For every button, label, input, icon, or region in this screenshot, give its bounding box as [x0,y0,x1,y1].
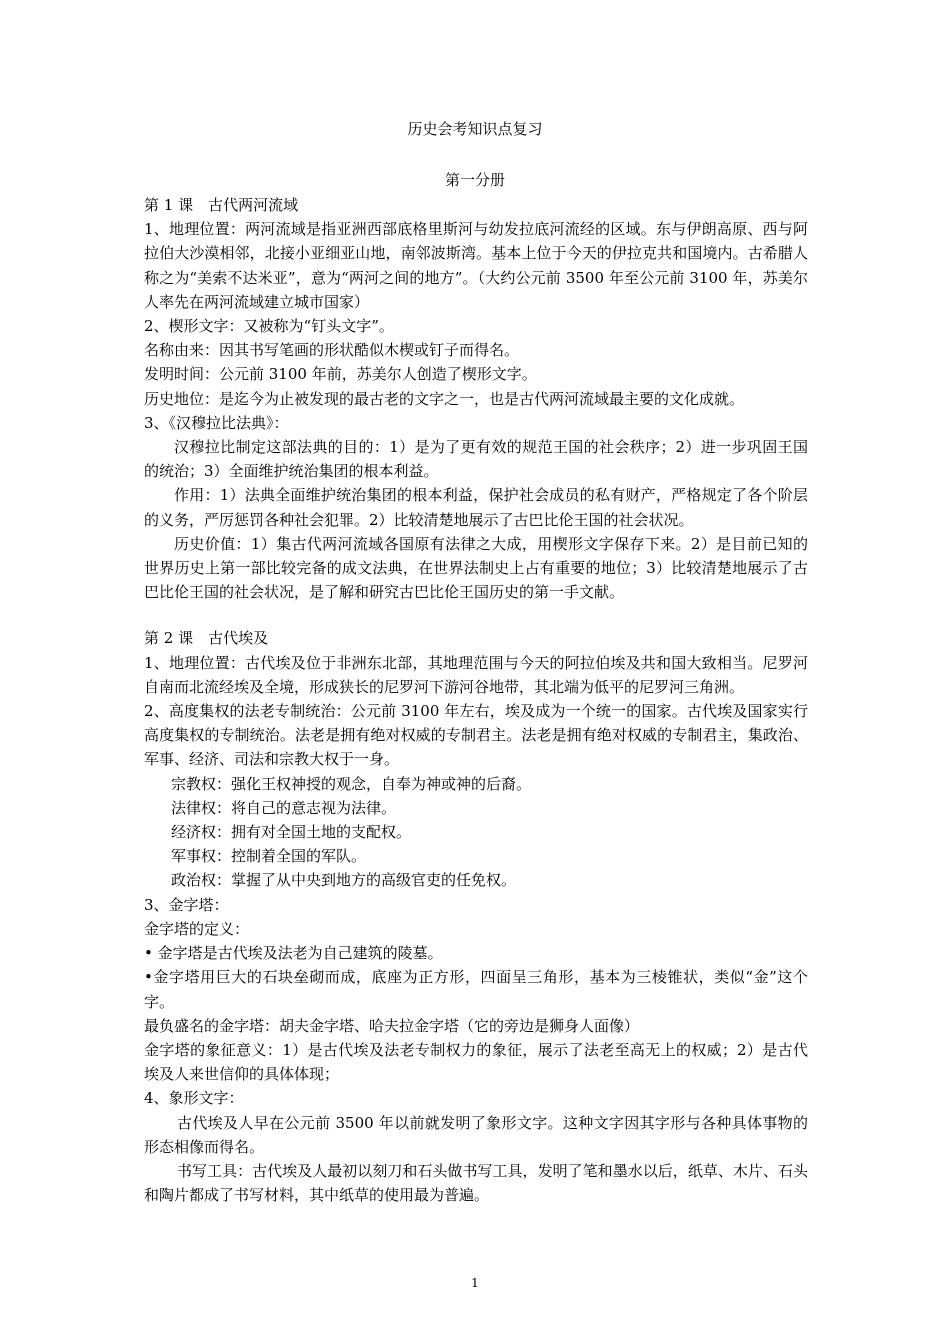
lesson2-pyramid-heading: 3、金字塔： [144,895,229,914]
lesson1-code-heading: 3、《汉穆拉比法典》： [144,413,289,432]
page-number: 1 [471,1276,479,1290]
lesson1-cuneiform-date: 发明时间：公元前 3100 年前，苏美尔人创造了楔形文字。 [144,365,537,384]
lesson2-pyramid-bullet: •金字塔用巨大的石块垒砌而成，底座为正方形，四面呈三角形，基本为三棱锥状，类似“金”这个字。 [144,968,808,1011]
lesson1-cuneiform-status: 历史地位：是迄今为止被发现的最古老的文字之一，也是古代两河流域最主要的文化成就。 [144,389,745,408]
lesson1-cuneiform-origin: 名称由来：因其书写笔画的形状酷似木楔或钉子而得名。 [144,341,520,360]
document-body [144,193,808,1207]
volume-heading: 第一分册 [444,171,505,189]
lesson1-code-effect: 作用：1）法典全面维护统治集团的根本利益，保护社会成员的私有财产，严格规定了各个阶层的义务，严厉惩罚各种社会犯罪。2）比较清楚地展示了古巴比伦王国的社会状况。 [144,486,808,529]
section-gap [144,604,808,626]
lesson2-writing-tools: 书写工具：古代埃及人最初以刻刀和石头做书写工具，发明了笔和墨水以后，纸草、木片、石头和陶片都成了书写材料，其中纸草的使用最为普遍。 [144,1161,808,1205]
lesson2-power-item: 军事权：控制着全国的军队。 [171,847,367,866]
lesson1-cuneiform: 2、楔形文字：又被称为“钉头文字”。 [144,317,394,336]
lesson2-pyramid-meaning: 金字塔的象征意义：1）是古代埃及法老专制权力的象征，展示了法老至高无上的权威；2）是古代埃及人来世信仰的具体体现； [144,1040,808,1084]
lesson1-code-purpose: 汉穆拉比制定这部法典的目的：1）是为了更有效的规范王国的社会秩序；2）进一步巩固王国的统治；3）全面维护统治集团的根本利益。 [144,438,808,481]
lesson2-pyramid-bullet: • 金字塔是古代埃及法老为自己建筑的陵墓。 [144,944,443,963]
lesson2-pyramid-definition-label: 金字塔的定义： [144,919,250,938]
lesson2-hieroglyph-origin: 古代埃及人早在公元前 3500 年以前就发明了象形文字。这种文字因其字形与各种具体事物的形态相像而得名。 [144,1113,808,1156]
lesson2-geography: 1、地理位置：古代埃及位于非洲东北部，其地理范围与今天的阿拉伯埃及共和国大致相当。尼罗河自南而北流经埃及全境，形成狭长的尼罗河下游河谷地带，其北端为低平的尼罗河三角洲。 [144,653,808,696]
lesson1-geography: 1、地理位置：两河流域是指亚洲西部底格里斯河与幼发拉底河流经的区域。东与伊朗高原、西与阿拉伯大沙漠相邻，北接小亚细亚山地，南邻波斯湾。基本上位于今天的伊拉克共和国境内。古希腊人称之为“美索不达米亚”，意为“两河之间的地方”。（大约公元前 3500 年至公元前 3100 年，苏美尔人率先在两河流域建立城市国家） [144,220,808,311]
lesson1-code-value: 历史价值：1）集古代两河流域各国原有法律之大成，用楔形文字保存下来。2）是目前已知的世界历史上第一部比较完备的成文法典，在世界法制史上占有重要的地位；3）比较清楚地展示了古巴比伦王国的社会状况，是了解和研究古巴比伦王国历史的第一手文献。 [144,534,808,602]
lesson2-hieroglyph-heading: 4、象形文字： [144,1089,244,1108]
lesson2-famous-pyramids: 最负盛名的金字塔：胡夫金字塔、哈夫拉金字塔（它的旁边是狮身人面像） [144,1016,640,1035]
lesson2-heading: 第 2 课 古代埃及 [144,629,269,648]
lesson2-power-item: 法律权：将自己的意志视为法律。 [171,798,397,817]
lesson2-power-item: 经济权：拥有对全国土地的支配权。 [171,823,412,842]
document-title: 历史会考知识点复习 [407,120,543,138]
lesson2-pharaoh-rule: 2、高度集权的法老专制统治：公元前 3100 年左右，埃及成为一个统一的国家。古代埃及国家实行高度集权的专制统治。法老是拥有绝对权威的专制君主。法老是拥有绝对权威的专制君主，集政治、军事、经济、司法和宗教大权于一身。 [144,702,808,769]
lesson2-power-item: 政治权：掌握了从中央到地方的高级官吏的任免权。 [171,871,517,890]
lesson1-heading: 第 1 课 古代两河流域 [144,196,299,214]
lesson2-power-item: 宗教权：强化王权神授的观念，自奉为神或神的后裔。 [171,774,532,793]
